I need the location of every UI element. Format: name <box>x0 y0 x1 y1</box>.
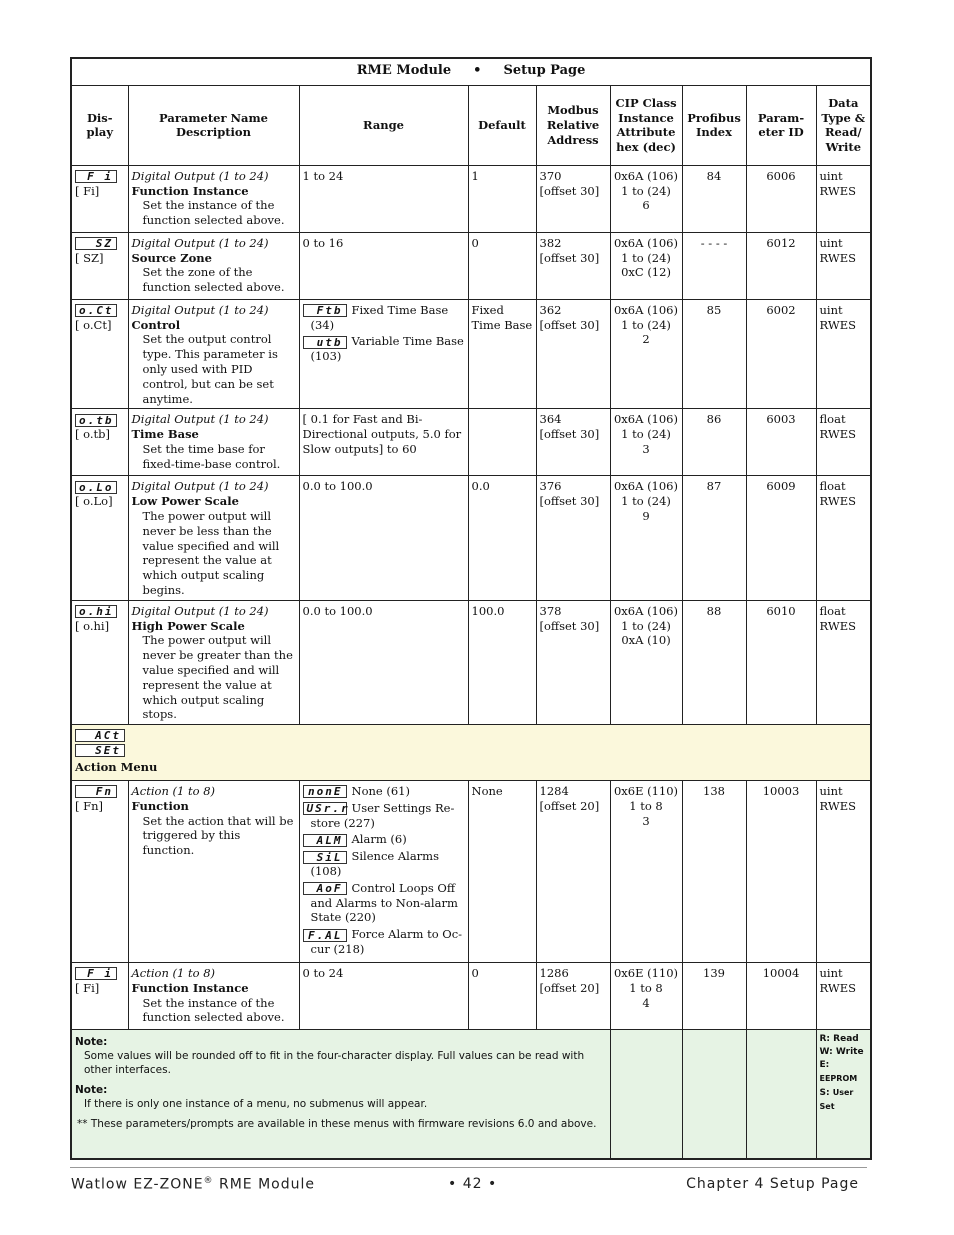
datatype-cell: uint RWES <box>816 299 871 409</box>
header-range: Range <box>299 85 468 165</box>
display-cell <box>71 232 128 299</box>
display-cell <box>71 476 128 600</box>
range-option: F.AL Force Alarm to Oc- cur (218) <box>303 927 465 957</box>
table-row <box>71 962 871 1029</box>
parameter-table <box>70 57 872 1160</box>
datatype-cell: uint RWES <box>816 962 871 1029</box>
lcd-display-set: SEt <box>75 744 125 757</box>
range-option: USr.r User Settings Re- store (227) <box>303 801 465 831</box>
param-group: Digital Output (1 to 24) <box>131 479 269 494</box>
param-name: Function <box>131 798 189 813</box>
lcd-display: Fn <box>75 785 117 798</box>
modbus-cell: 378 [offset 30] <box>536 600 610 724</box>
datatype-cell: uint RWES <box>816 165 871 232</box>
cip-cell: 0x6A (106) 1 to (24) 2 <box>610 299 682 409</box>
profibus-cell: 138 <box>682 780 746 962</box>
legend-write: W: Write <box>819 1046 864 1057</box>
lcd-display: o.Ct <box>75 304 117 317</box>
legend-cell <box>816 1029 871 1159</box>
range-cell <box>299 165 468 232</box>
digital-output-rows <box>71 165 871 724</box>
lcd-option-display: nonE <box>303 785 347 798</box>
note-text-3: ** These parameters/prompts are available in these menus with firmware revisions 6.0 and above. <box>77 1117 597 1130</box>
display-cell <box>71 600 128 724</box>
range-cell <box>299 299 468 409</box>
lcd-display-act: ACt <box>75 729 125 742</box>
param-group: Digital Output (1 to 24) <box>131 412 269 427</box>
parameter-table-container <box>70 57 870 1160</box>
param-desc: Set the action that will be triggered by this function. <box>142 813 294 858</box>
display-code: [ Fn] <box>75 798 104 813</box>
default-cell: 1 <box>468 165 536 232</box>
header-modbus: Modbus Relative Address <box>536 85 610 165</box>
paramid-cell: 6006 <box>746 165 816 232</box>
display-cell <box>71 780 128 962</box>
default-cell: 100.0 <box>468 600 536 724</box>
paramid-cell: 6009 <box>746 476 816 600</box>
cip-cell: 0x6A (106) 1 to (24) 0xA (10) <box>610 600 682 724</box>
default-cell: None <box>468 780 536 962</box>
modbus-cell: 1284 [offset 20] <box>536 780 610 962</box>
cip-cell: 0x6A (106) 1 to (24) 9 <box>610 476 682 600</box>
cip-cell: 0x6A (106) 1 to (24) 3 <box>610 409 682 476</box>
range-cell <box>299 600 468 724</box>
modbus-cell: 382 [offset 30] <box>536 232 610 299</box>
range-option: SiL Silence Alarms (108) <box>303 849 465 879</box>
datatype-cell: float RWES <box>816 476 871 600</box>
param-desc: Set the output control type. This parameter is only used with PID control, but can be set anytime. <box>142 332 278 406</box>
param-group: Action (1 to 8) <box>131 965 215 980</box>
range-text: 0.0 to 100.0 <box>302 479 373 494</box>
display-code: [ Fi] <box>75 183 100 198</box>
table-row <box>71 299 871 409</box>
profibus-cell: 139 <box>682 962 746 1029</box>
lcd-display: o.hi <box>75 605 117 618</box>
table-row <box>71 600 871 724</box>
param-desc: Set the zone of the function selected above. <box>142 265 285 295</box>
note-heading-2: Note: <box>75 1083 108 1096</box>
modbus-cell: 364 [offset 30] <box>536 409 610 476</box>
action-rows <box>71 780 871 1029</box>
profibus-cell: 88 <box>682 600 746 724</box>
default-cell: Fixed Time Base <box>468 299 536 409</box>
param-cell <box>128 165 299 232</box>
lcd-display: F i <box>75 967 117 980</box>
paramid-cell: 6012 <box>746 232 816 299</box>
display-code: [ SZ] <box>75 250 104 265</box>
header-profibus: Profibus Index <box>682 85 746 165</box>
range-text: [ 0.1 for Fast and Bi-Directional outputs, 5.0 for Slow outputs] to 60 <box>302 412 462 456</box>
datatype-cell: uint RWES <box>816 780 871 962</box>
param-group: Digital Output (1 to 24) <box>131 168 269 183</box>
footer-chapter: Chapter 4 Setup Page <box>686 1176 859 1192</box>
title-bullet: • <box>473 63 482 78</box>
cip-cell: 0x6A (106) 1 to (24) 0xC (12) <box>610 232 682 299</box>
profibus-cell: 85 <box>682 299 746 409</box>
display-code: [ o.tb] <box>75 427 110 442</box>
display-cell <box>71 299 128 409</box>
table-row <box>71 476 871 600</box>
range-text: 1 to 24 <box>302 168 344 183</box>
lcd-display: o.Lo <box>75 481 117 494</box>
display-cell <box>71 409 128 476</box>
note-heading-1: Note: <box>75 1035 108 1048</box>
param-desc: Set the instance of the function selected above. <box>142 198 285 228</box>
note-text-2: If there is only one instance of a menu, no submenus will appear. <box>84 1097 428 1110</box>
action-menu-cell <box>71 725 871 781</box>
param-name: Low Power Scale <box>131 494 239 509</box>
lcd-option-display: F.AL <box>303 929 347 942</box>
lcd-display: F i <box>75 170 117 183</box>
paramid-cell: 6002 <box>746 299 816 409</box>
range-cell <box>299 409 468 476</box>
cip-cell: 0x6E (110) 1 to 8 3 <box>610 780 682 962</box>
display-code: [ o.Lo] <box>75 494 113 509</box>
range-option: Ftb Fixed Time Base (34) <box>303 303 465 333</box>
paramid-cell: 6003 <box>746 409 816 476</box>
header-param: Parameter Name Description <box>128 85 299 165</box>
param-cell <box>128 409 299 476</box>
range-cell <box>299 962 468 1029</box>
title-module: RME Module <box>356 63 452 78</box>
param-group: Action (1 to 8) <box>131 783 215 798</box>
table-row <box>71 780 871 962</box>
param-desc: Set the time base for fixed-time-base control. <box>142 441 281 471</box>
param-name: Time Base <box>131 427 199 442</box>
action-menu-row <box>71 725 871 781</box>
param-desc: Set the instance of the function selected above. <box>142 995 285 1025</box>
profibus-cell: 84 <box>682 165 746 232</box>
range-cell <box>299 780 468 962</box>
range-option: nonE None (61) <box>303 784 465 799</box>
lcd-option-display: SiL <box>303 851 347 864</box>
param-desc: The power output will never be greater than the value specified and will represent the value at which output scaling stops. <box>142 633 293 722</box>
lcd-option-display: utb <box>303 336 347 349</box>
range-text: 0 to 24 <box>302 965 344 980</box>
param-group: Digital Output (1 to 24) <box>131 235 269 250</box>
header-cip: CIP Class Instance Attribute hex (dec) <box>610 85 682 165</box>
param-cell <box>128 780 299 962</box>
modbus-cell: 370 [offset 30] <box>536 165 610 232</box>
lcd-display: o.tb <box>75 414 117 427</box>
paramid-cell: 10004 <box>746 962 816 1029</box>
header-default: Default <box>468 85 536 165</box>
modbus-cell: 376 [offset 30] <box>536 476 610 600</box>
param-cell <box>128 299 299 409</box>
header-datatype: Data Type & Read/ Write <box>816 85 871 165</box>
notes-blank-profibus <box>682 1029 746 1159</box>
display-code: [ o.Ct] <box>75 317 112 332</box>
lcd-option-display: AoF <box>303 882 347 895</box>
param-name: Function Instance <box>131 183 249 198</box>
range-text: 0 to 16 <box>302 235 344 250</box>
param-cell <box>128 476 299 600</box>
param-desc: The power output will never be less than the value specified and will represent the value at which output scaling begins. <box>142 508 280 597</box>
param-name: Source Zone <box>131 250 212 265</box>
notes-blank-paramid <box>746 1029 816 1159</box>
notes-row <box>71 1029 871 1159</box>
profibus-cell: 86 <box>682 409 746 476</box>
action-menu-label: Action Menu <box>75 760 158 775</box>
notes-blank-cip <box>610 1029 682 1159</box>
table-row <box>71 232 871 299</box>
default-cell: 0.0 <box>468 476 536 600</box>
header-paramid: Param- eter ID <box>746 85 816 165</box>
table-title <box>71 58 871 85</box>
paramid-cell: 6010 <box>746 600 816 724</box>
range-cell <box>299 476 468 600</box>
header-row <box>71 85 871 165</box>
profibus-cell: - - - - <box>682 232 746 299</box>
cip-cell: 0x6E (110) 1 to 8 4 <box>610 962 682 1029</box>
note-text-1: Some values will be rounded off to fit in the four-character display. Full values can be read with other interfaces. <box>84 1049 585 1076</box>
display-cell <box>71 165 128 232</box>
default-cell <box>468 409 536 476</box>
param-name: Control <box>131 317 181 332</box>
legend-eeprom: E: EEPROM <box>819 1059 858 1083</box>
lcd-option-display: USr.r <box>303 802 347 815</box>
title-page: Setup Page <box>503 63 586 78</box>
range-cell <box>299 232 468 299</box>
paramid-cell: 10003 <box>746 780 816 962</box>
modbus-cell: 362 [offset 30] <box>536 299 610 409</box>
notes-cell <box>71 1029 610 1159</box>
table-row <box>71 165 871 232</box>
range-option: utb Variable Time Base (103) <box>303 334 465 364</box>
display-code: [ o.hi] <box>75 618 110 633</box>
datatype-cell: float RWES <box>816 409 871 476</box>
footer-left: Watlow EZ-ZONE® RME Module <box>71 1176 316 1193</box>
modbus-cell: 1286 [offset 20] <box>536 962 610 1029</box>
table-row <box>71 409 871 476</box>
param-cell <box>128 962 299 1029</box>
profibus-cell: 87 <box>682 476 746 600</box>
range-option: AoF Control Loops Off and Alarms to Non-alarm State (220) <box>303 881 465 925</box>
table-title-row <box>71 58 871 85</box>
range-option: ALM Alarm (6) <box>303 832 465 847</box>
default-cell: 0 <box>468 232 536 299</box>
default-cell: 0 <box>468 962 536 1029</box>
lcd-option-display: ALM <box>303 834 347 847</box>
footer-divider <box>70 1167 867 1168</box>
display-code: [ Fi] <box>75 980 100 995</box>
range-text: 0.0 to 100.0 <box>302 603 373 618</box>
legend-read: R: Read <box>819 1033 859 1044</box>
legend-userset: S: User Set <box>819 1087 854 1111</box>
lcd-option-display: Ftb <box>303 304 347 317</box>
param-name: High Power Scale <box>131 618 245 633</box>
datatype-cell: float RWES <box>816 600 871 724</box>
param-cell <box>128 232 299 299</box>
param-group: Digital Output (1 to 24) <box>131 302 269 317</box>
param-cell <box>128 600 299 724</box>
footer-page-number: • 42 • <box>448 1176 498 1192</box>
cip-cell: 0x6A (106) 1 to (24) 6 <box>610 165 682 232</box>
datatype-cell: uint RWES <box>816 232 871 299</box>
display-cell <box>71 962 128 1029</box>
header-display: Dis- play <box>71 85 128 165</box>
lcd-display: SZ <box>75 237 117 250</box>
param-name: Function Instance <box>131 980 249 995</box>
param-group: Digital Output (1 to 24) <box>131 603 269 618</box>
